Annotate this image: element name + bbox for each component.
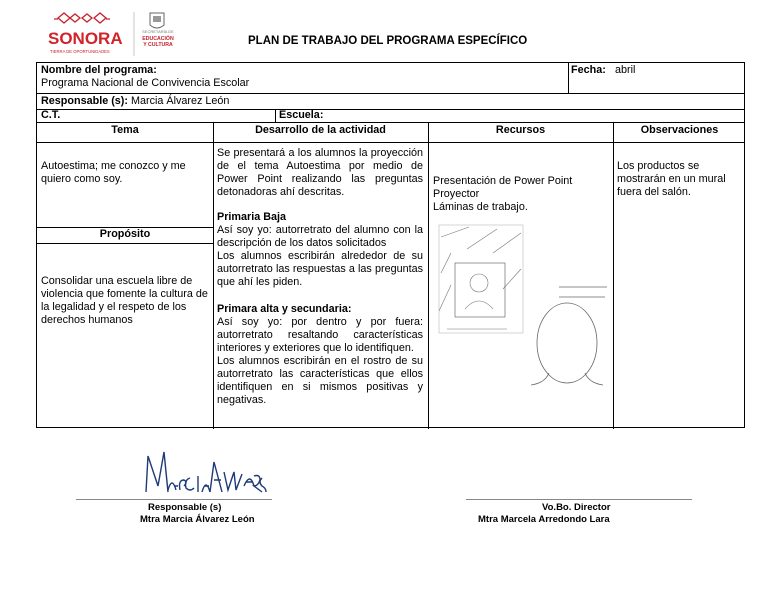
program-value: Programa Nacional de Convivencia Escolar xyxy=(41,77,250,89)
activity-intro: Se presentará a los alumnos la proyección de el tema Autoestima por medio de Power Point realizando las preguntas detonadoras ahí descritas. xyxy=(217,147,423,198)
svg-text:SECRETARÍA DE: SECRETARÍA DE xyxy=(142,29,174,34)
svg-text:TIERRA DE OPORTUNIDADES: TIERRA DE OPORTUNIDADES xyxy=(50,49,110,54)
activity-development xyxy=(217,147,423,407)
col-header-observaciones: Observaciones xyxy=(640,124,719,136)
row-divider xyxy=(37,142,744,143)
responsible-label: Responsable (s): xyxy=(41,95,128,107)
tema-text: Autoestima; me conozco y me quiero como soy. xyxy=(41,160,186,185)
observations-text: Los productos se mostrarán en un mural fuera del salón. xyxy=(617,160,726,198)
resource-item-1: Presentación de Power Point xyxy=(433,175,573,187)
responsible-row xyxy=(41,95,229,108)
left-signature-role: Responsable (s) xyxy=(148,502,222,513)
sec-logo xyxy=(138,10,178,58)
col-header-desarrollo: Desarrollo de la actividad xyxy=(255,124,386,136)
purpose-label: Propósito xyxy=(99,228,151,240)
date-label: Fecha: xyxy=(571,64,606,76)
worksheet-image xyxy=(437,223,525,335)
primaria-baja-p2: Los alumnos escribirán alrededor de su autorretrato las respuestas a las preguntas que ahí les piden. xyxy=(217,250,423,288)
face-outline-image xyxy=(523,273,611,389)
primaria-baja-heading: Primaria Baja xyxy=(217,211,287,223)
svg-text:SONORA: SONORA xyxy=(48,29,123,48)
col-divider xyxy=(613,122,614,429)
row-divider xyxy=(37,122,744,123)
primaria-alta-heading: Primara alta y secundaria: xyxy=(217,303,352,315)
primaria-alta-p1: Así soy yo: por dentro y por fuera: autorretrato resaltando características interiores y exteriores que lo identifiquen. xyxy=(217,316,423,354)
left-signature-name: Mtra Marcia Álvarez León xyxy=(140,514,255,525)
resource-item-3: Láminas de trabajo. xyxy=(433,201,528,213)
ct-label: C.T. xyxy=(41,109,61,121)
row-divider xyxy=(37,109,744,110)
date-value: abril xyxy=(615,64,636,76)
svg-text:EDUCACIÓN: EDUCACIÓN xyxy=(142,36,174,42)
face-outline-icon xyxy=(523,273,611,389)
right-signature-line xyxy=(466,499,692,500)
row-divider xyxy=(37,93,744,94)
left-signature-line xyxy=(76,499,272,500)
school-label: Escuela: xyxy=(279,109,324,121)
col-divider xyxy=(213,122,214,429)
right-signature-role: Vo.Bo. Director xyxy=(542,502,611,513)
handwritten-signature-icon xyxy=(138,442,268,500)
resource-item-2: Proyector xyxy=(433,188,480,200)
document-title: PLAN DE TRABAJO DEL PROGRAMA ESPECÍFICO xyxy=(248,35,528,47)
primaria-baja-p1: Así soy yo: autorretrato del alumno con la descripción de los datos solicitados xyxy=(217,224,423,249)
right-signature-name: Mtra Marcela Arredondo Lara xyxy=(478,514,610,525)
col-header-tema: Tema xyxy=(111,124,139,136)
signature-image xyxy=(138,442,268,500)
purpose-text: Consolidar una escuela libre de violencia que fomente la cultura de la legalidad y el respeto de los derechos humanos xyxy=(41,275,208,326)
col-header-recursos: Recursos xyxy=(495,124,546,136)
row-divider xyxy=(37,243,213,244)
col-divider xyxy=(275,109,276,122)
responsible-value: Marcia Álvarez León xyxy=(131,95,230,107)
primaria-alta-p2: Los alumnos escribirán en el rostro de su autorretrato las características que ellos identifiquen en si mismos positivas y negativas. xyxy=(217,355,423,406)
col-divider xyxy=(568,63,569,93)
sec-shield-icon xyxy=(138,10,178,58)
program-label: Nombre del programa: xyxy=(41,64,157,76)
work-plan-table xyxy=(36,62,745,428)
svg-text:Y CULTURA: Y CULTURA xyxy=(143,42,173,48)
self-portrait-worksheet-icon xyxy=(437,223,525,335)
col-divider xyxy=(428,122,429,429)
